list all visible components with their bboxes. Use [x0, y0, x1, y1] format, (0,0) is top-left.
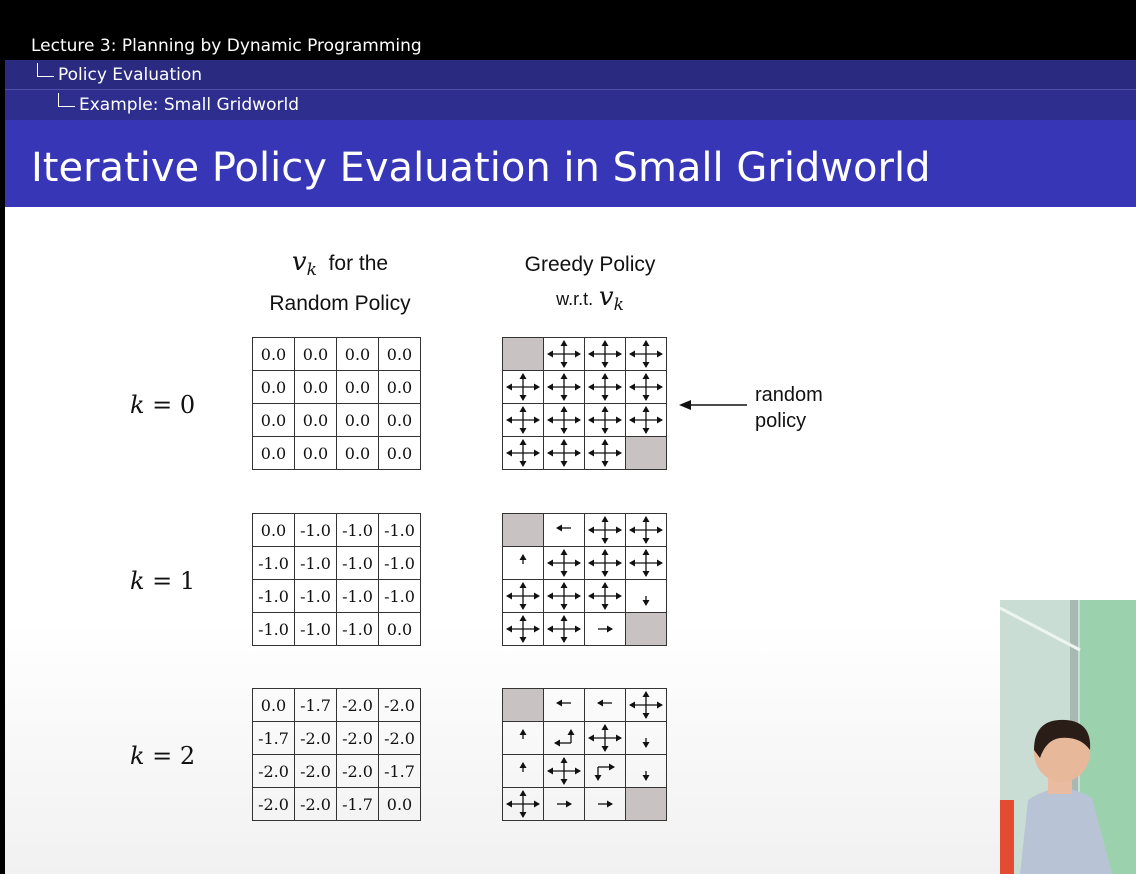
value-grid-row [253, 437, 421, 470]
policy-grid-row [503, 404, 667, 437]
value-cell: 0.0 [337, 371, 379, 404]
value-cell: -1.0 [337, 514, 379, 547]
heading-text: for the [328, 252, 389, 275]
presenter-video [1000, 600, 1136, 874]
value-cell: 0.0 [295, 338, 337, 371]
presenter-image [1000, 600, 1136, 874]
policy-cell [585, 689, 626, 722]
arrow-left-icon [679, 398, 749, 412]
section-breadcrumb [5, 60, 1136, 90]
terminal-cell [503, 338, 544, 371]
iteration-variable: k [130, 567, 145, 595]
annotation-text: policy [755, 410, 807, 432]
value-cell: -1.0 [295, 580, 337, 613]
four-way-arrow-icon [545, 371, 583, 403]
terminal-cell [503, 689, 544, 722]
policy-grid-row [503, 547, 667, 580]
heading-text: Random Policy [269, 292, 411, 316]
policy-cell [544, 613, 585, 646]
four-way-arrow-icon [627, 371, 665, 403]
policy-grid-row [503, 788, 667, 821]
arrow-right-icon [545, 788, 583, 820]
value-cell: -1.0 [295, 514, 337, 547]
arrow-right-icon [586, 788, 624, 820]
value-cell: -2.0 [337, 689, 379, 722]
value-grid [252, 337, 421, 470]
policy-grid [502, 337, 667, 470]
value-cell: 0.0 [379, 338, 421, 371]
arrow-right-down-icon [586, 755, 624, 787]
policy-cell [585, 755, 626, 788]
policy-cell [544, 580, 585, 613]
section-label: Policy Evaluation [58, 65, 203, 85]
arrow-down-icon [627, 722, 665, 754]
value-grid [252, 513, 421, 646]
value-grid-row [253, 371, 421, 404]
value-cell: 0.0 [253, 371, 295, 404]
policy-grid-row [503, 755, 667, 788]
value-cell: -1.0 [337, 580, 379, 613]
policy-cell [503, 404, 544, 437]
four-way-arrow-icon [504, 788, 542, 820]
policy-cell [503, 371, 544, 404]
policy-grid-row [503, 580, 667, 613]
policy-cell [544, 755, 585, 788]
policy-cell [544, 404, 585, 437]
terminal-cell [626, 437, 667, 470]
iteration-value: = 1 [144, 567, 196, 595]
terminal-cell [626, 788, 667, 821]
value-cell: -2.0 [295, 788, 337, 821]
four-way-arrow-icon [545, 580, 583, 612]
iteration-label [130, 742, 195, 770]
four-way-arrow-icon [586, 437, 624, 469]
value-cell: -2.0 [253, 788, 295, 821]
four-way-arrow-icon [586, 338, 624, 370]
lecture-header: Lecture 3: Planning by Dynamic Programming [5, 32, 1136, 60]
value-grid-row [253, 338, 421, 371]
value-cell: -1.0 [253, 613, 295, 646]
value-cell: 0.0 [337, 338, 379, 371]
value-cell: -1.0 [337, 547, 379, 580]
four-way-arrow-icon [504, 613, 542, 645]
four-way-arrow-icon [586, 371, 624, 403]
policy-grid-row [503, 371, 667, 404]
policy-grid-row [503, 689, 667, 722]
policy-cell [544, 547, 585, 580]
policy-cell [585, 547, 626, 580]
value-grid-row [253, 514, 421, 547]
heading-text: w.r.t. [556, 289, 594, 309]
policy-cell [585, 437, 626, 470]
value-cell: 0.0 [379, 788, 421, 821]
policy-grid-row [503, 514, 667, 547]
policy-cell [585, 514, 626, 547]
value-grid-row [253, 547, 421, 580]
iteration-variable: k [130, 391, 145, 419]
value-cell: 0.0 [379, 613, 421, 646]
policy-cell [585, 338, 626, 371]
policy-cell [585, 722, 626, 755]
value-grid-row [253, 404, 421, 437]
four-way-arrow-icon [504, 437, 542, 469]
slide-title: Iterative Policy Evaluation in Small Gridworld [5, 120, 1136, 207]
value-cell: -2.0 [379, 722, 421, 755]
policy-cell [544, 371, 585, 404]
four-way-arrow-icon [586, 514, 624, 546]
iteration-label [130, 391, 195, 419]
policy-cell [544, 437, 585, 470]
value-cell: 0.0 [337, 437, 379, 470]
heading-text: Greedy Policy [524, 253, 656, 276]
value-cell: 0.0 [295, 371, 337, 404]
value-cell: -2.0 [295, 722, 337, 755]
policy-cell [585, 404, 626, 437]
value-symbol: v [291, 247, 307, 277]
terminal-cell [626, 613, 667, 646]
four-way-arrow-icon [627, 404, 665, 436]
value-cell: -1.0 [379, 547, 421, 580]
policy-grid-row [503, 613, 667, 646]
four-way-arrow-icon [586, 580, 624, 612]
iteration-label [130, 567, 195, 595]
arrow-up-left-icon [545, 722, 583, 754]
four-way-arrow-icon [545, 338, 583, 370]
value-cell: 0.0 [379, 371, 421, 404]
four-way-arrow-icon [627, 689, 665, 721]
policy-cell [585, 613, 626, 646]
four-way-arrow-icon [545, 547, 583, 579]
four-way-arrow-icon [545, 613, 583, 645]
value-cell: 0.0 [253, 689, 295, 722]
value-cell: 0.0 [295, 404, 337, 437]
arrow-left-icon [545, 689, 583, 721]
value-cell: -1.7 [295, 689, 337, 722]
value-cell: 0.0 [253, 437, 295, 470]
four-way-arrow-icon [504, 404, 542, 436]
value-grid-row [253, 580, 421, 613]
arrow-left-icon [545, 514, 583, 546]
terminal-cell [503, 514, 544, 547]
value-grid-row [253, 788, 421, 821]
four-way-arrow-icon [504, 371, 542, 403]
value-grid-row [253, 689, 421, 722]
slide [5, 32, 1136, 874]
value-cell: -1.7 [337, 788, 379, 821]
arrow-down-icon [627, 580, 665, 612]
policy-cell [626, 547, 667, 580]
policy-cell [503, 437, 544, 470]
iteration-value: = 2 [144, 742, 196, 770]
policy-grid [502, 513, 667, 646]
policy-cell [626, 371, 667, 404]
policy-cell [503, 613, 544, 646]
policy-cell [544, 689, 585, 722]
policy-cell [544, 722, 585, 755]
value-cell: -1.7 [253, 722, 295, 755]
tree-elbow-icon [37, 63, 54, 77]
policy-cell [585, 580, 626, 613]
value-cell: -1.0 [337, 613, 379, 646]
value-grid [252, 688, 421, 821]
four-way-arrow-icon [545, 404, 583, 436]
random-policy-annotation [755, 382, 823, 434]
value-grid-row [253, 722, 421, 755]
four-way-arrow-icon [627, 514, 665, 546]
policy-cell [503, 788, 544, 821]
subsection-breadcrumb [5, 90, 1136, 120]
value-cell: 0.0 [379, 404, 421, 437]
value-cell: -2.0 [337, 755, 379, 788]
policy-cell [626, 722, 667, 755]
value-cell: 0.0 [253, 514, 295, 547]
arrow-down-icon [627, 755, 665, 787]
policy-cell [626, 514, 667, 547]
annotation-text: random [755, 384, 823, 406]
value-subscript: k [613, 295, 624, 316]
policy-cell [626, 338, 667, 371]
policy-grid [502, 688, 667, 821]
arrow-right-icon [586, 613, 624, 645]
four-way-arrow-icon [586, 404, 624, 436]
arrow-up-icon [504, 755, 542, 787]
policy-cell [585, 371, 626, 404]
policy-cell [503, 580, 544, 613]
four-way-arrow-icon [504, 580, 542, 612]
value-cell: -1.0 [295, 547, 337, 580]
value-cell: -1.0 [253, 580, 295, 613]
values-column-heading [245, 246, 435, 320]
value-cell: -1.0 [253, 547, 295, 580]
iteration-variable: k [130, 742, 145, 770]
value-cell: 0.0 [337, 404, 379, 437]
value-cell: -1.0 [379, 580, 421, 613]
arrow-up-icon [504, 722, 542, 754]
policy-grid-row [503, 722, 667, 755]
policy-cell [544, 514, 585, 547]
four-way-arrow-icon [545, 437, 583, 469]
subsection-label: Example: Small Gridworld [79, 95, 299, 115]
four-way-arrow-icon [627, 338, 665, 370]
value-cell: 0.0 [253, 404, 295, 437]
value-cell: -2.0 [253, 755, 295, 788]
policy-grid-row [503, 437, 667, 470]
four-way-arrow-icon [586, 722, 624, 754]
four-way-arrow-icon [627, 547, 665, 579]
value-grid-row [253, 613, 421, 646]
value-cell: 0.0 [253, 338, 295, 371]
iteration-value: = 0 [144, 391, 196, 419]
policy-cell [626, 755, 667, 788]
arrow-left-icon [586, 689, 624, 721]
policy-cell [503, 722, 544, 755]
policy-cell [503, 755, 544, 788]
value-cell: 0.0 [295, 437, 337, 470]
policy-grid-row [503, 338, 667, 371]
policy-cell [626, 404, 667, 437]
value-cell: -2.0 [295, 755, 337, 788]
policy-cell [626, 580, 667, 613]
value-subscript: k [306, 260, 317, 281]
value-cell: 0.0 [379, 437, 421, 470]
value-symbol: v [598, 282, 614, 312]
arrow-up-icon [504, 547, 542, 579]
policy-cell [503, 547, 544, 580]
value-grid-row [253, 755, 421, 788]
value-cell: -1.0 [379, 514, 421, 547]
four-way-arrow-icon [586, 547, 624, 579]
value-cell: -1.0 [295, 613, 337, 646]
policy-cell [585, 788, 626, 821]
tree-elbow-icon [58, 93, 75, 107]
policy-cell [544, 788, 585, 821]
policy-column-heading [495, 248, 685, 322]
policy-cell [626, 689, 667, 722]
value-cell: -2.0 [337, 722, 379, 755]
four-way-arrow-icon [545, 755, 583, 787]
policy-cell [544, 338, 585, 371]
value-cell: -1.7 [379, 755, 421, 788]
value-cell: -2.0 [379, 689, 421, 722]
